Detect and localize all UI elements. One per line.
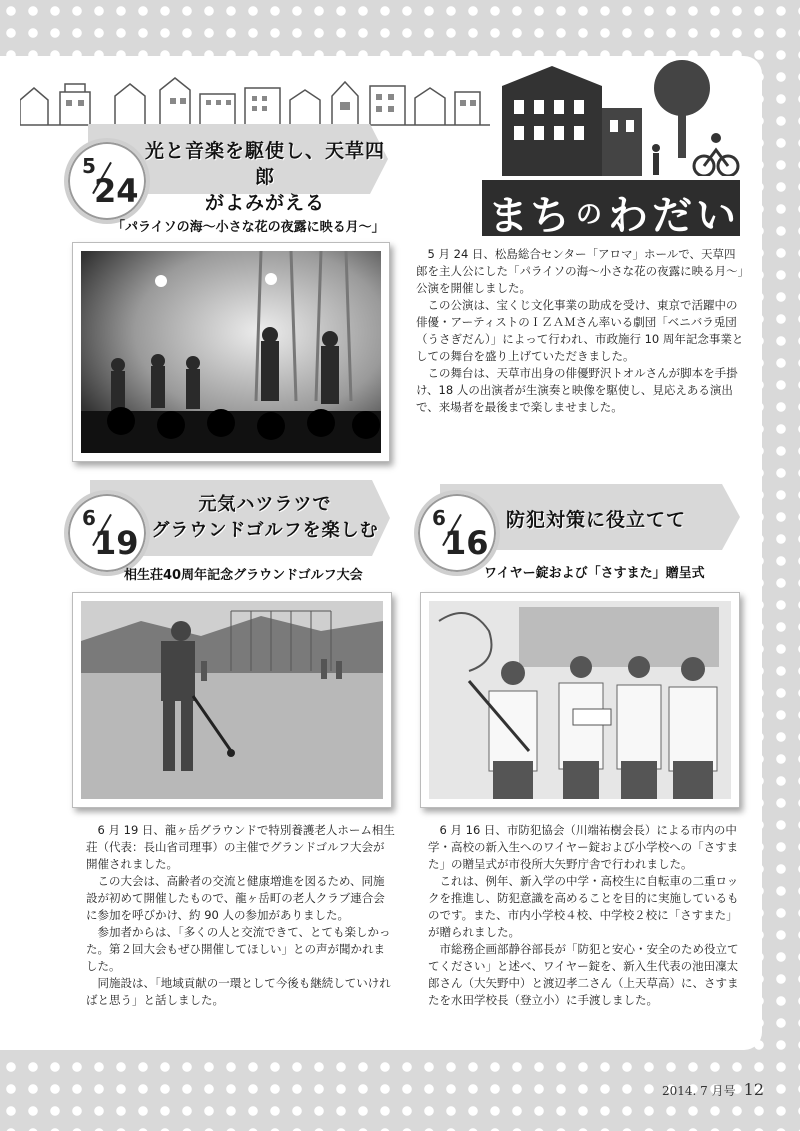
logo-char: だ bbox=[652, 193, 692, 239]
paragraph: 市総務企画部静谷部長が「防犯と安心・安全のため役立ててください」と述べ、ワイヤー錠を、新入生代表の池田凜太郎さん（大矢野中）と渡辺孝二さん（上天草高）に、さすまたを水田学校長（登立小）に手渡しました。 bbox=[428, 942, 739, 1007]
paragraph: これは、例年、新入学の中学・高校生に自転車の二重ロックを推進し、防犯意識を高めることを目的に実施しているものです。また、市内小学校４校、中学校２校に「さすまた」が贈られました。 bbox=[428, 874, 739, 939]
logo-char: の bbox=[576, 200, 603, 230]
paragraph: この舞台は、天草市出身の俳優野沢トオルさんが脚本を手掛け、18 人の出演者が生演奏と映像を駆使し、見応えある演出で、来場者を最後まで楽しませました。 bbox=[416, 366, 738, 414]
presentation-ceremony-photo bbox=[420, 592, 740, 808]
paragraph: 6 月 19 日、龍ヶ岳グラウンドで特別養護老人ホーム相生荘（代表：長山省司理事）の主催でグランドゴルフ大会が開催されました。 bbox=[86, 823, 395, 871]
photo-image bbox=[81, 251, 381, 453]
logo-char: ま bbox=[488, 193, 528, 239]
article-body bbox=[428, 822, 748, 1009]
machi-no-wadai-logo bbox=[482, 58, 740, 239]
date-month: 6 bbox=[82, 506, 96, 530]
date-day: 16 bbox=[444, 524, 489, 562]
paragraph: 同施設は、「地域貢献の一環として今後も継続していければと思う」と話しました。 bbox=[86, 976, 391, 1007]
article-subtitle: 「パライソの海～小さな花の夜露に映る月～」 bbox=[112, 220, 385, 235]
paragraph: 参加者からは、「多くの人と交流できて、とても楽しかった。第２回大会もぜひ開催してほしい」との声が聞かれました。 bbox=[86, 925, 391, 973]
logo-title bbox=[482, 180, 740, 239]
title-line-1: 元気ハツラツで bbox=[198, 494, 332, 515]
date-badge bbox=[64, 138, 150, 224]
article-title bbox=[140, 138, 390, 216]
ground-golf-photo bbox=[72, 592, 392, 808]
photo-image bbox=[429, 601, 731, 799]
date-day: 19 bbox=[94, 524, 139, 562]
logo-char: わ bbox=[608, 193, 648, 239]
town-skyline-illustration bbox=[20, 70, 490, 130]
article-title: 防犯対策に役立てて bbox=[506, 509, 687, 531]
article-title bbox=[140, 492, 390, 544]
page-footer bbox=[662, 1080, 764, 1099]
photo-image bbox=[81, 601, 383, 799]
issue-label: 2014. 7 月号 bbox=[662, 1084, 736, 1098]
title-line-1: 光と音楽を駆使し、天草四郎 bbox=[144, 140, 385, 188]
stage-performance-photo bbox=[72, 242, 390, 462]
article-body bbox=[416, 246, 746, 416]
date-day: 24 bbox=[94, 172, 139, 210]
paragraph: この公演は、宝くじ文化事業の助成を受け、東京で活躍中の俳優・アーティストのＩＺＡＭさん率いる劇団「ベニバラ兎団（うさぎだん）」によって行われ、市政施行 10 周年記念事業としての舞台を盛り上げていただきました。 bbox=[416, 298, 744, 363]
paragraph: 6 月 16 日、市防犯協会（川端祐樹会長）による市内の中学・高校の新入生へのワイヤー錠および小学校への「さすまた」の贈呈式が市役所大矢野庁舎で行われました。 bbox=[428, 823, 739, 871]
paragraph: この大会は、高齢者の交流と健康増進を図るため、同施設が初めて開催したもので、龍ヶ岳町の老人クラブ連合会に参加を呼びかけ、約 90 人の参加がありました。 bbox=[86, 874, 385, 922]
date-month: 6 bbox=[432, 506, 446, 530]
date-month: 5 bbox=[82, 154, 96, 178]
title-line-2: グラウンドゴルフを楽しむ bbox=[151, 520, 379, 541]
title-line-2: がよみがえる bbox=[204, 192, 325, 214]
town-scene-illustration bbox=[482, 58, 740, 188]
article-body bbox=[86, 822, 396, 1009]
article-subtitle: 相生荘40周年記念グラウンドゴルフ大会 bbox=[124, 568, 363, 583]
page-number: 12 bbox=[743, 1080, 764, 1099]
logo-char: ち bbox=[530, 193, 570, 239]
paragraph: 5 月 24 日、松島総合センター「アロマ」ホールで、天草四郎を主人公にした「パライソの海～小さな花の夜露に映る月～」公演を開催しました。 bbox=[416, 247, 744, 295]
logo-char: い bbox=[696, 193, 736, 239]
article-subtitle: ワイヤー錠および「さすまた」贈呈式 bbox=[484, 566, 705, 581]
